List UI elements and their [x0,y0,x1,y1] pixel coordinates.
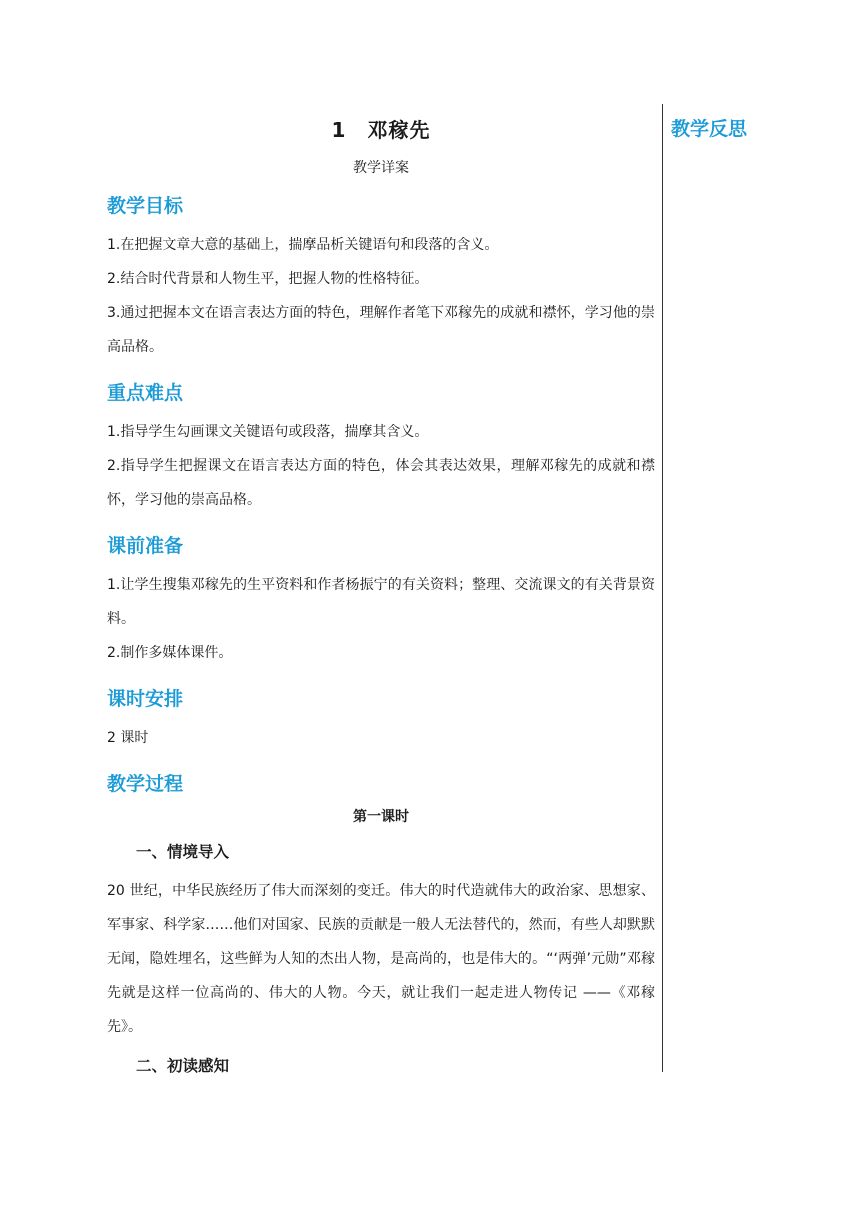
schedule-text: 2 课时 [107,730,149,746]
key-points-heading: 重点难点 [107,382,184,404]
schedule-heading: 课时安排 [107,688,184,710]
lesson-label: 第一课时 [353,809,409,825]
page-title: 1 邓稼先 [331,118,431,142]
key-point-item-2: 2.指导学生把握课文在语言表达方面的特色，体会其表达效果，理解邓稼先的成就和襟怀，学习他的崇高品格。 [107,458,655,508]
lesson-plan-body [107,104,655,1088]
step2-heading: 二、初读感知 [136,1057,230,1075]
preparation-item-1: 1.让学生搜集邓稼先的生平资料和作者杨振宁的有关资料；整理、交流课文的有关背景资料。 [107,577,655,627]
preparation-heading: 课前准备 [107,535,184,557]
goal-item-1: 1.在把握文章大意的基础上，揣摩品析关键语句和段落的含义。 [107,237,499,253]
preparation-item-2: 2.制作多媒体课件。 [107,645,233,661]
column-divider [662,104,663,1072]
step1-text: 20 世纪，中华民族经历了伟大而深刻的变迁。伟大的时代造就伟大的政治家、思想家、军事家、科学家……他们对国家、民族的贡献是一般人无法替代的，然而，有些人却默默无闻，隐姓埋名，这些鲜为人知的杰出人物，是高尚的，也是伟大的。“‘两弹’元勋”邓稼先就是这样一位高尚的、伟大的人物。今天，就让我们一起走进人物传记 ——《邓稼先》。 [107,883,655,1035]
process-heading: 教学过程 [107,773,184,795]
goals-heading: 教学目标 [107,195,184,217]
goal-item-3: 3.通过把握本文在语言表达方面的特色，理解作者笔下邓稼先的成就和襟怀，学习他的崇高品格。 [107,305,655,355]
reflection-column [671,114,747,141]
reflection-heading: 教学反思 [671,118,748,140]
goal-item-2: 2.结合时代背景和人物生平，把握人物的性格特征。 [107,271,429,287]
step1-heading: 一、情境导入 [136,843,230,861]
page-subtitle: 教学详案 [353,160,409,176]
key-point-item-1: 1.指导学生勾画课文关键语句或段落，揣摩其含义。 [107,424,429,440]
